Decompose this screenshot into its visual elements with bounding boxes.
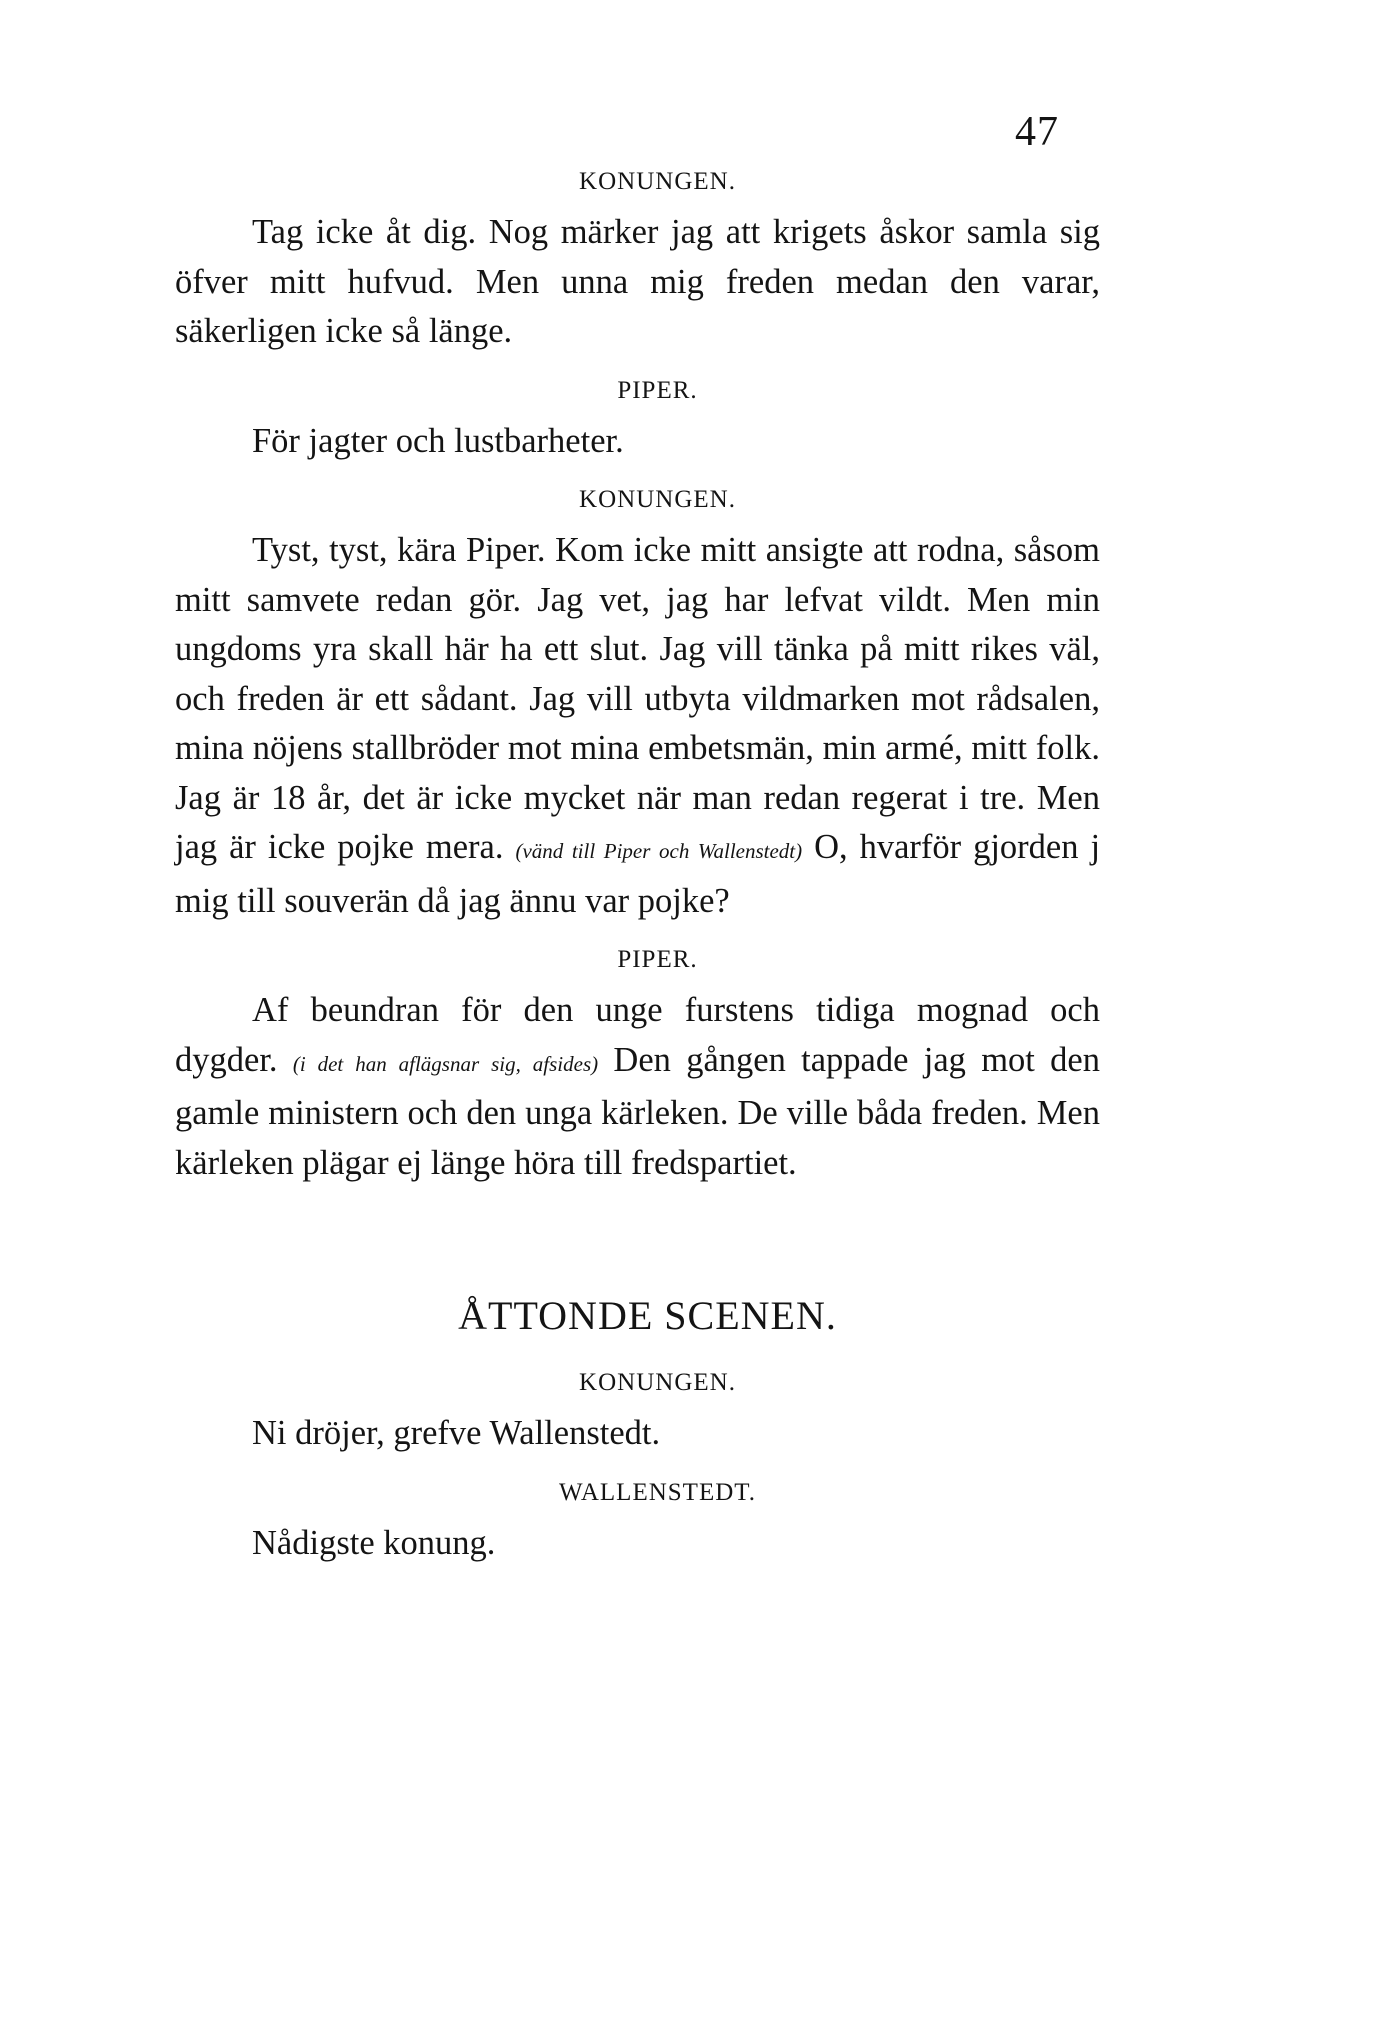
speech-text: Ni dröjer, grefve Wallenstedt. (252, 1414, 661, 1452)
page-body (175, 168, 1100, 1588)
stage-direction: (vänd till Piper och Wallenstedt) (515, 839, 803, 863)
speaker-name: PIPER. (617, 376, 698, 404)
speech-text: Tag icke åt dig. Nog märker jag att krigets åskor samla sig öfver mitt hufvud. Men unna mig freden medan den varar, säkerligen icke så länge. (175, 213, 1100, 350)
speech-text: För jagter och lustbarheter. (252, 421, 624, 460)
speech-text-part: O, hvarför gjorden j mig till souverän då jag ännu var pojke? (175, 828, 1101, 920)
page-number: 47 (1015, 109, 1059, 155)
scene-title: ÅTTONDE SCENEN. (458, 1293, 837, 1338)
stage-direction: (i det han aflägsnar sig, afsides) (292, 1051, 599, 1076)
speech-text-part: Tyst, tyst, kära Piper. Kom icke mitt ansigte att rodna, såsom mitt samvete redan gör. Jag vet, jag har lefvat vildt. Men min ungdoms yra skall här ha ett slut. Jag vill tänka på mitt rikes väl, och freden är ett sådant. Jag vill utbyta vildmarken mot rådsalen, mina nöjens stallbröder mot mina embetsmän, min armé, mitt folk. Jag är 18 år, det är icke mycket när man redan regerat i tre. Men jag är icke pojke mera. (175, 531, 1100, 866)
speech-text: Nådigste konung. (252, 1523, 496, 1562)
speaker-name: KONUNGEN. (579, 168, 736, 195)
speech-text-part: Den gången tappade jag mot den gamle ministern och den unga kärleken. De ville båda freden. Men kärleken plägar ej länge höra till fredspartiet. (175, 1040, 1100, 1182)
speech-text (175, 526, 1100, 926)
speaker-name: KONUNGEN. (579, 486, 736, 513)
speaker-name: KONUNGEN. (579, 1369, 736, 1396)
speech-text (175, 986, 1100, 1188)
speaker-name: WALLENSTEDT. (559, 1478, 756, 1506)
speech-text-part: Af beundran för den unge furstens tidiga mognad och dygder. (175, 991, 1100, 1079)
speaker-name: PIPER. (617, 946, 698, 973)
